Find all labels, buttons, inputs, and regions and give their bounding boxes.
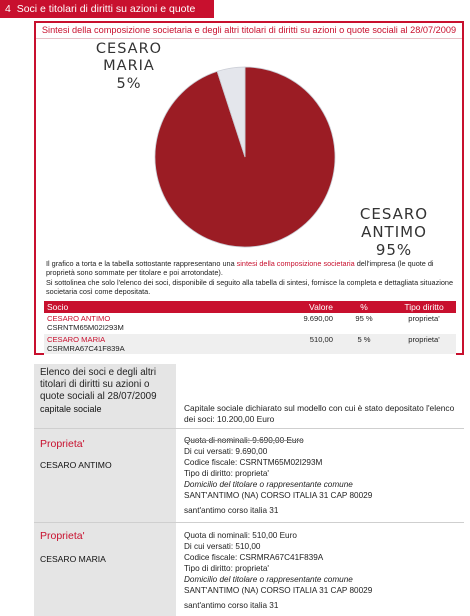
ownership-summary-table <box>44 301 456 355</box>
table-row <box>44 313 456 334</box>
summary-title: Sintesi della composizione societaria e degli altri titolari di diritti su azioni o quote sociali al 28/07/2009 <box>36 23 462 39</box>
socio-cf: CSRMRA67C41F839A <box>47 344 125 353</box>
capitale-label: capitale sociale <box>40 404 102 414</box>
col-valore: Valore <box>260 301 336 313</box>
pie-label-maria-line3: 5% <box>116 75 142 92</box>
owner-details <box>184 435 464 516</box>
owner-cf: Codice fiscale: CSRMRA67C41F839A <box>184 553 324 562</box>
socio-cf: CSRNTM65M02I293M <box>47 323 124 332</box>
pie-label-maria-line2: MARIA <box>103 58 155 75</box>
list-title: Elenco dei soci e degli altri titolari di diritti su azioni o quote sociali al 28/07/2009 <box>40 367 157 402</box>
note-link[interactable]: sintesi della composizione societaria <box>236 259 355 268</box>
summary-header-row <box>44 301 456 313</box>
owner-tipo: Tipo di diritto: proprieta' <box>184 469 269 478</box>
owner-quota: Quota di nominali: 9.690,00 Euro <box>184 436 304 445</box>
row-divider <box>34 522 464 523</box>
ownership-summary-panel <box>34 21 464 355</box>
owner-versati: Di cui versati: 510,00 <box>184 542 261 551</box>
socio-cell <box>44 334 260 355</box>
owner-versati: Di cui versati: 9.690,00 <box>184 447 268 456</box>
note-text-pre: Il grafico a torta e la tabella sottostante rappresentano una <box>46 259 237 268</box>
owner-domicilio-label: Domicilio del titolare o rappresentante comune <box>184 480 353 489</box>
row-divider <box>34 428 464 429</box>
tipo-cell: proprieta' <box>392 313 456 334</box>
col-pct: % <box>336 301 392 313</box>
valore-cell: 9.690,00 <box>260 313 336 334</box>
capitale-text: Capitale sociale dichiarato sul modello con cui è stato depositato l'elenco dei soci: 10.200,00 Euro <box>184 403 455 424</box>
pct-cell: 95 % <box>336 313 392 334</box>
owner-tipo: Tipo di diritto: proprieta' <box>184 564 269 573</box>
pie-label-antimo-line3: 95% <box>375 241 413 259</box>
chart-note-paragraph-1 <box>46 259 460 278</box>
pie-label-antimo-line1: CESARO <box>359 205 429 223</box>
owner-name: CESARO MARIA <box>40 554 106 564</box>
pct-cell: 5 % <box>336 334 392 355</box>
section-number: 4 <box>5 3 11 15</box>
owner-domicilio: SANT'ANTIMO (NA) CORSO ITALIA 31 CAP 80029 <box>184 491 373 500</box>
col-tipo: Tipo diritto <box>392 301 456 313</box>
owner-name: CESARO ANTIMO <box>40 460 112 470</box>
owner-details <box>184 530 464 611</box>
socio-name[interactable]: CESARO MARIA <box>47 335 106 344</box>
owner-address: sant'antimo corso italia 31 <box>184 506 279 515</box>
owner-type-label: Proprieta' <box>40 530 85 542</box>
valore-cell: 510,00 <box>260 334 336 355</box>
list-label-column <box>34 364 176 616</box>
pie-label-maria-line1: CESARO <box>95 41 163 57</box>
note-text-post: dell'impresa (le quote di proprietà sono sommate per titolare e poi arrotondate). <box>46 259 434 278</box>
owner-address: sant'antimo corso italia 31 <box>184 601 279 610</box>
table-row <box>44 334 456 355</box>
pie-label-maria <box>84 41 174 93</box>
list-detail-column <box>176 364 464 616</box>
section-title: Soci e titolari di diritti su azioni e quote <box>16 3 196 15</box>
owner-cf: Codice fiscale: CSRNTM65M02I293M <box>184 458 323 467</box>
chart-note <box>46 259 460 296</box>
pie-label-antimo <box>346 205 442 259</box>
pie-label-antimo-line2: ANTIMO <box>361 223 427 241</box>
owner-domicilio: SANT'ANTIMO (NA) CORSO ITALIA 31 CAP 80029 <box>184 586 373 595</box>
tipo-cell: proprieta' <box>392 334 456 355</box>
owner-type-label: Proprieta' <box>40 438 85 450</box>
owner-domicilio-label: Domicilio del titolare o rappresentante comune <box>184 575 353 584</box>
socio-name[interactable]: CESARO ANTIMO <box>47 314 111 323</box>
section-header <box>0 0 214 18</box>
socio-cell <box>44 313 260 334</box>
owner-quota: Quota di nominali: 510,00 Euro <box>184 531 297 540</box>
shareholders-list <box>34 364 464 616</box>
chart-note-paragraph-2: Si sottolinea che solo l'elenco dei soci, disponibile di seguito alla tabella di sintesi, fornisce la completa e dettagliata situazione societaria così come depositata. <box>46 277 454 296</box>
col-socio: Socio <box>44 301 260 313</box>
